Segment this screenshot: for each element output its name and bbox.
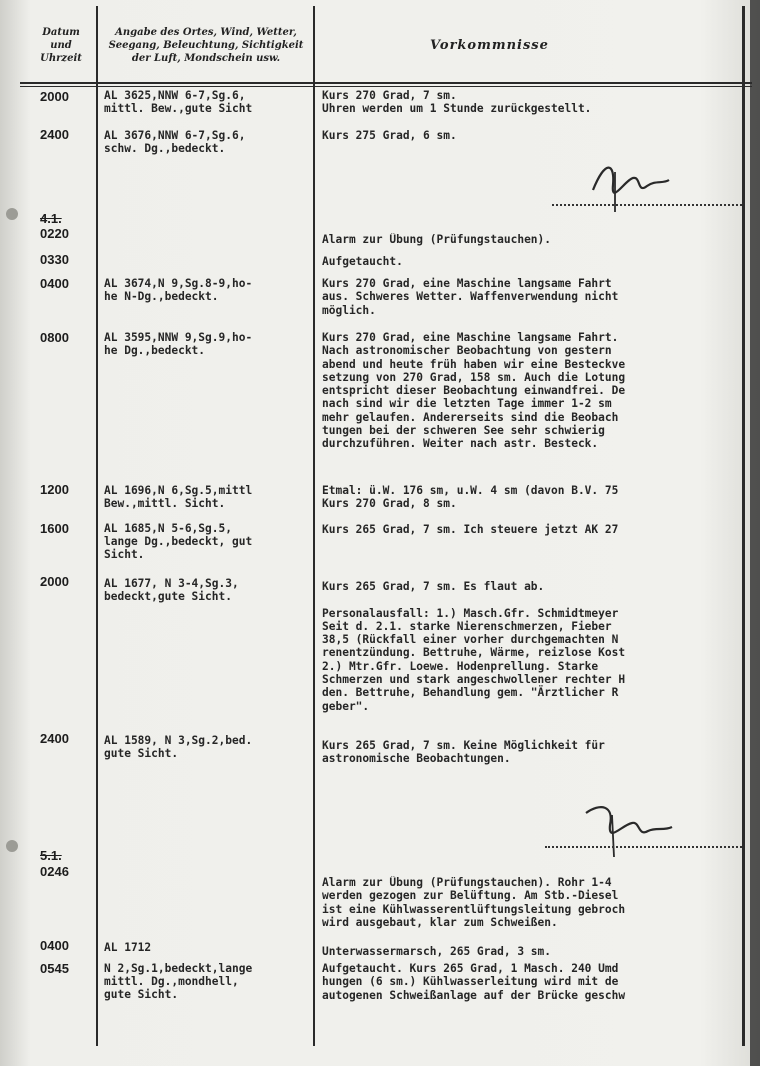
entry-position: AL 1677, N 3-4,Sg.3, bedeckt,gute Sicht. (104, 577, 239, 603)
entry-time: 0800 (40, 330, 69, 345)
entry-time: 0246 (40, 864, 69, 879)
header-line: und (50, 40, 72, 51)
entry-events: Kurs 275 Grad, 6 sm. (322, 129, 457, 142)
entry-events: Aufgetaucht. (322, 255, 403, 268)
entry-position: AL 1696,N 6,Sg.5,mittl Bew.,mittl. Sicht. (104, 484, 253, 510)
entry-events: Kurs 265 Grad, 7 sm. Keine Möglichkeit für astronomische Beobachtungen. (322, 739, 605, 766)
entry-position: AL 1685,N 5-6,Sg.5, lange Dg.,bedeckt, gut Sicht. (104, 522, 253, 561)
header-line: Datum (42, 27, 80, 38)
entry-position: AL 3595,NNW 9,Sg.9,ho- he Dg.,bedeckt. (104, 331, 253, 357)
entry-events: Alarm zur Übung (Prüfungstauchen). (322, 233, 552, 246)
entry-time: 2400 (40, 731, 69, 746)
punch-hole (6, 840, 18, 852)
entry-time: 1600 (40, 521, 69, 536)
entry-position: AL 1712 (104, 941, 152, 954)
entry-position: AL 3625,NNW 6-7,Sg.6, mittl. Bew.,gute Sicht (104, 89, 253, 115)
header-location-weather (100, 26, 312, 65)
header-line: Uhrzeit (40, 53, 82, 64)
entry-position: AL 3676,NNW 6-7,Sg.6, schw. Dg.,bedeckt. (104, 129, 246, 155)
column-divider (313, 6, 315, 1046)
entry-time: 2400 (40, 127, 69, 142)
signature-mark (580, 795, 680, 865)
entry-events: Aufgetaucht. Kurs 265 Grad, 1 Masch. 240 Umd hungen (6 sm.) Kühlwasserleitung wird mit de autogenen Schweißanlage auf der Brücke geschw (322, 962, 626, 1002)
entry-events: Kurs 270 Grad, eine Maschine langsame Fahrt aus. Schweres Wetter. Waffenverwendung nicht möglich. (322, 277, 619, 317)
entry-time: 0400 (40, 276, 69, 291)
signature-mark (585, 150, 675, 220)
entry-events: Kurs 265 Grad, 7 sm. Ich steuere jetzt AK 27 (322, 523, 619, 536)
column-divider (96, 6, 98, 1046)
entry-position: AL 3674,N 9,Sg.8-9,ho- he N-Dg.,bedeckt. (104, 277, 253, 303)
entry-events: Alarm zur Übung (Prüfungstauchen). Rohr 1-4 werden gezogen zur Belüftung. Am Stb.-Diesel ist eine Kühlwasserentlüftungsleitung gebroch wird ausgebaut, klar zum Schweißen. (322, 876, 626, 929)
header-line: der Luft, Mondschein usw. (131, 53, 281, 64)
header-date-time (30, 26, 92, 65)
entry-time: 2000 (40, 574, 69, 589)
entry-time: 0545 (40, 961, 69, 976)
entry-position: AL 1589, N 3,Sg.2,bed. gute Sicht. (104, 734, 253, 760)
entry-time: 0220 (40, 226, 69, 241)
entry-time: 0330 (40, 252, 69, 267)
header-rule (20, 86, 752, 87)
entry-time: 1200 (40, 482, 69, 497)
entry-events: Kurs 270 Grad, eine Maschine langsame Fahrt. Nach astronomischer Beobachtung von gestern abend und heute früh haben wir eine Besteckve setzung von 270 Grad, 158 sm. Auch die Lotung entspricht dieser Beobachtung einwandfrei. De nach sind wir die letzten Tage immer 1-2 sm mehr gelaufen. Andererseits sind die Beobach tungen bei der schweren See sehr schwierig durchzuführen. Weiter nach astr. Besteck. (322, 331, 626, 451)
header-rule (20, 82, 752, 84)
header-line: Angabe des Ortes, Wind, Wetter, (115, 27, 297, 38)
punch-hole (6, 208, 18, 220)
entry-events: Etmal: ü.W. 176 sm, u.W. 4 sm (davon B.V. 75 Kurs 270 Grad, 8 sm. (322, 484, 619, 511)
entry-date: 4.1. (40, 211, 62, 226)
header-line: Seegang, Beleuchtung, Sichtigkeit (108, 40, 304, 51)
entry-time: 2000 (40, 89, 69, 104)
entry-events: Kurs 265 Grad, 7 sm. Es flaut ab. Personalausfall: 1.) Masch.Gfr. Schmidtmeyer Seit d. 2.1. starke Nierenschmerzen, Fieber 38,5 (Rückfall einer vorher durchgemachten N renentzündung. Bettruhe, Wärme, reizlose Kost 2.) Mtr.Gfr. Loewe. Hodenprellung. Starke Schmerzen und stark angeschwollener rechter H den. Bettruhe, Behandlung gem. "Ärztlicher R geber". (322, 580, 626, 713)
header-events: Vorkommnisse (430, 38, 549, 53)
entry-date: 5.1. (40, 848, 62, 863)
entry-events: Kurs 270 Grad, 7 sm. Uhren werden um 1 Stunde zurückgestellt. (322, 89, 592, 116)
entry-events: Unterwassermarsch, 265 Grad, 3 sm. (322, 945, 552, 958)
signature-line (545, 846, 742, 848)
page-edge-shadow (750, 0, 760, 1066)
signature-line (552, 204, 742, 206)
entry-time: 0400 (40, 938, 69, 953)
entry-position: N 2,Sg.1,bedeckt,lange mittl. Dg.,mondhell, gute Sicht. (104, 962, 253, 1001)
